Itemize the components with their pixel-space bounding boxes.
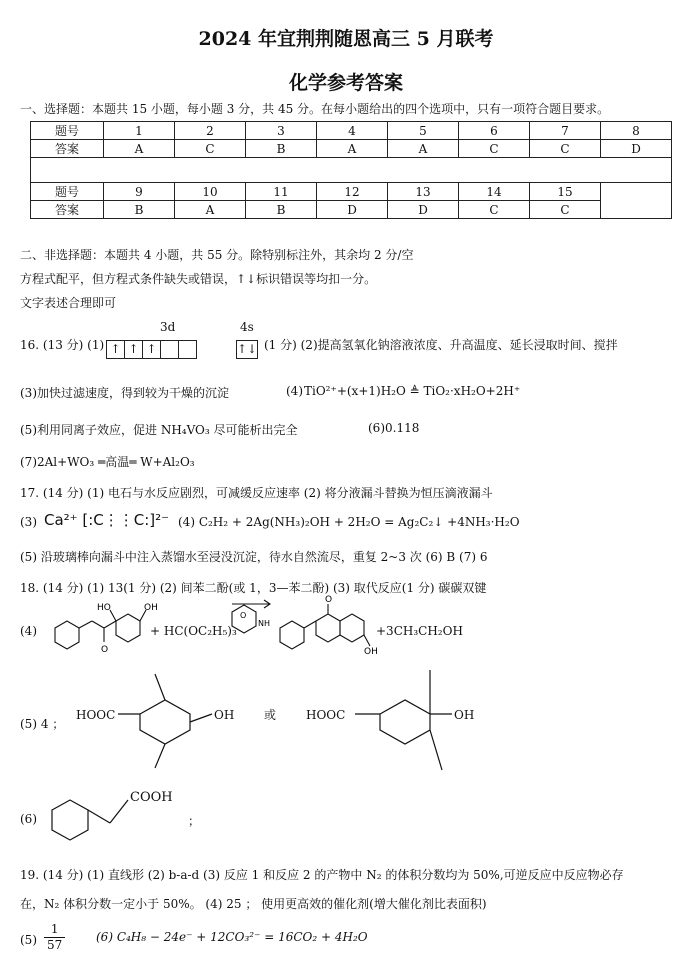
question-number: 1 (104, 122, 175, 140)
q17-p5: (5) 沿玻璃棒向漏斗中注入蒸馏水至浸没沉淀，待水自然流尽，重复 2~3 次 (6) B (7) 6 (20, 550, 488, 564)
question-number: 6 (459, 122, 530, 140)
q16-prefix: 16. (13 分) (1) (20, 338, 105, 352)
page-title: 2024 年宜荆荆随恩高三 5 月联考 (198, 28, 494, 50)
oh-label: OH (364, 647, 378, 657)
benzene-ring (340, 614, 364, 642)
bond-line (364, 635, 370, 646)
or-text: 或 (264, 708, 277, 722)
q17-p1: 17. (14 分) (1) 电石与水反应剧烈，可减缓反应速率 (2) 将分液漏斗替换为恒压滴液漏斗 (20, 486, 493, 500)
question-number: 2 (175, 122, 246, 140)
bond-line (92, 621, 104, 628)
orbital-box: ↑ (106, 340, 125, 359)
orbital-box: ↑ (142, 340, 161, 359)
question-number: 3 (246, 122, 317, 140)
orbital-box: ↑↓ (236, 340, 258, 359)
electron-formula: Ca²⁺ [:C⋮⋮C:]²⁻ (44, 511, 170, 529)
methyl-line (155, 674, 165, 700)
bond-line (190, 714, 212, 722)
fraction-denominator: 57 (47, 938, 63, 952)
oh-label: HO (97, 603, 111, 613)
question-number: 9 (104, 183, 175, 201)
q17-p4: (4) C₂H₂ + 2Ag(NH₃)₂OH + 2H₂O = Ag₂C₂↓ +4NH₃·H₂O (178, 515, 520, 529)
pyranone-ring (316, 614, 340, 642)
methyl-line (430, 730, 442, 770)
q18-p5-prefix: (5) 4 ； (20, 717, 65, 731)
question-number: 10 (175, 183, 246, 201)
q19-p5-prefix: (5) (20, 933, 37, 947)
hooc-structure-a (118, 674, 212, 768)
bond-line (88, 810, 110, 823)
fraction-numerator: 1 (44, 922, 65, 938)
methyl-line (155, 744, 165, 768)
reactant-structure (55, 610, 146, 649)
q18-p6-prefix: (6) (20, 812, 37, 826)
fraction (44, 922, 65, 953)
reagent-text: + HC(OC₂H₅)₃ (150, 624, 237, 638)
answer-cell: A (388, 140, 459, 158)
q19-p2: 在，N₂ 体积分数一定小于 50%。 (4) 25 ； 使用更高效的催化剂(增大催化剂比表面积) (20, 897, 487, 911)
section2-heading: 二、非选择题：本题共 4 小题，共 55 分。除特别标注外，其余均 2 分/空 (20, 248, 414, 262)
q18-p1: 18. (14 分) (1) 13(1 分) (2) 间苯二酚(或 1，3—苯二酚) (3) 取代反应(1 分) 碳碳双键 (20, 581, 487, 595)
answer-cell: B (246, 201, 317, 219)
bond-line (110, 610, 116, 621)
question-number: 7 (530, 122, 601, 140)
bond-line (104, 621, 116, 628)
q16-p4-equation: TiO²⁺+(x+1)H₂O ≜ TiO₂·xH₂O+2H⁺ (304, 384, 521, 398)
row-label: 题号 (31, 122, 104, 140)
question-number: 8 (601, 122, 672, 140)
q16-p4-prefix: (4) (286, 384, 303, 398)
bond-line (79, 621, 92, 628)
question-number: 11 (246, 183, 317, 201)
section1-heading: 一、选择题：本题共 15 小题，每小题 3 分，共 45 分。在每小题给出的四个选项中，只有一项符合题目要求。 (20, 102, 610, 116)
grading-note: 方程式配平，但方程式条件缺失或错误，↑↓标识错误等均扣一分。 (20, 272, 377, 286)
o-label: O (101, 645, 109, 655)
orbital-box: ↑ (124, 340, 143, 359)
answer-cell: C (459, 201, 530, 219)
row-label: 题号 (31, 183, 104, 201)
question-number: 12 (317, 183, 388, 201)
q16-p7: (7)2Al+WO₃ ═高温═ W+Al₂O₃ (20, 455, 195, 469)
answer-cell: D (601, 140, 672, 158)
benzene-ring (55, 621, 79, 649)
q18-p4-prefix: (4) (20, 624, 37, 638)
answer-cell: D (388, 201, 459, 219)
answer-cell: C (530, 140, 601, 158)
label-4s: 4s (240, 320, 254, 334)
benzene-ring (140, 700, 190, 744)
hooc-structure-b (355, 670, 452, 770)
q19-p1: 19. (14 分) (1) 直线形 (2) b-a-d (3) 反应 1 和反应 2 的产物中 N₂ 的体积分数均为 50%,可逆反应中反应物必存 (20, 868, 624, 882)
q16-p6: (6)0.118 (368, 421, 420, 435)
hooc-label: HOOC (76, 708, 116, 722)
answer-cell: C (175, 140, 246, 158)
answer-cell: B (104, 201, 175, 219)
q17-p3-prefix: (3) (20, 515, 37, 529)
q16-p3: (3)加快过滤速度，得到较为干燥的沉淀 (20, 386, 229, 400)
row-label: 答案 (31, 140, 104, 158)
question-number: 14 (459, 183, 530, 201)
benzene-ring (52, 800, 88, 840)
nh-label: NH (258, 619, 270, 628)
oh-label: OH (144, 603, 158, 613)
phenylpropanoic-acid-structure (52, 800, 128, 840)
q19-p6: (6) C₄H₈ − 24e⁻ + 12CO₃²⁻ = 16CO₂ + 4H₂O (96, 930, 368, 944)
bond-line (304, 621, 316, 628)
q18-p6-tail: ； (188, 814, 201, 828)
question-number: 15 (530, 183, 601, 201)
benzene-ring (280, 621, 304, 649)
question-number: 13 (388, 183, 459, 201)
benzene-ring (380, 700, 430, 744)
page-subtitle: 化学参考答案 (288, 72, 403, 94)
question-number: 4 (317, 122, 388, 140)
answer-cell: A (175, 201, 246, 219)
cooh-label: COOH (130, 790, 173, 805)
o-label: O (240, 611, 247, 620)
hooc-label: HOOC (306, 708, 346, 722)
question-number: 5 (388, 122, 459, 140)
answer-cell: D (317, 201, 388, 219)
morpholine-structure (232, 600, 270, 633)
bond-line (110, 800, 128, 823)
row-label: 答案 (31, 201, 104, 219)
answer-cell: A (317, 140, 388, 158)
byproduct-text: +3CH₃CH₂OH (376, 624, 463, 638)
label-3d: 3d (160, 320, 176, 334)
answer-cell: C (530, 201, 601, 219)
oh-label: OH (214, 708, 235, 722)
q16-p5: (5)利用同离子效应，促进 NH₄VO₃ 尽可能析出完全 (20, 423, 298, 437)
q16-p1-tail: (1 分) (2)提高氢氧化钠溶液浓度、升高温度、延长浸取时间、搅拌 (264, 338, 618, 352)
benzene-ring (116, 614, 140, 642)
answer-cell: B (246, 140, 317, 158)
answer-cell: A (104, 140, 175, 158)
isoflavone-structure (280, 604, 370, 649)
o-label: O (325, 595, 333, 605)
grading-note: 文字表述合理即可 (20, 296, 117, 310)
answer-cell: C (459, 140, 530, 158)
oh-label: OH (454, 708, 475, 722)
